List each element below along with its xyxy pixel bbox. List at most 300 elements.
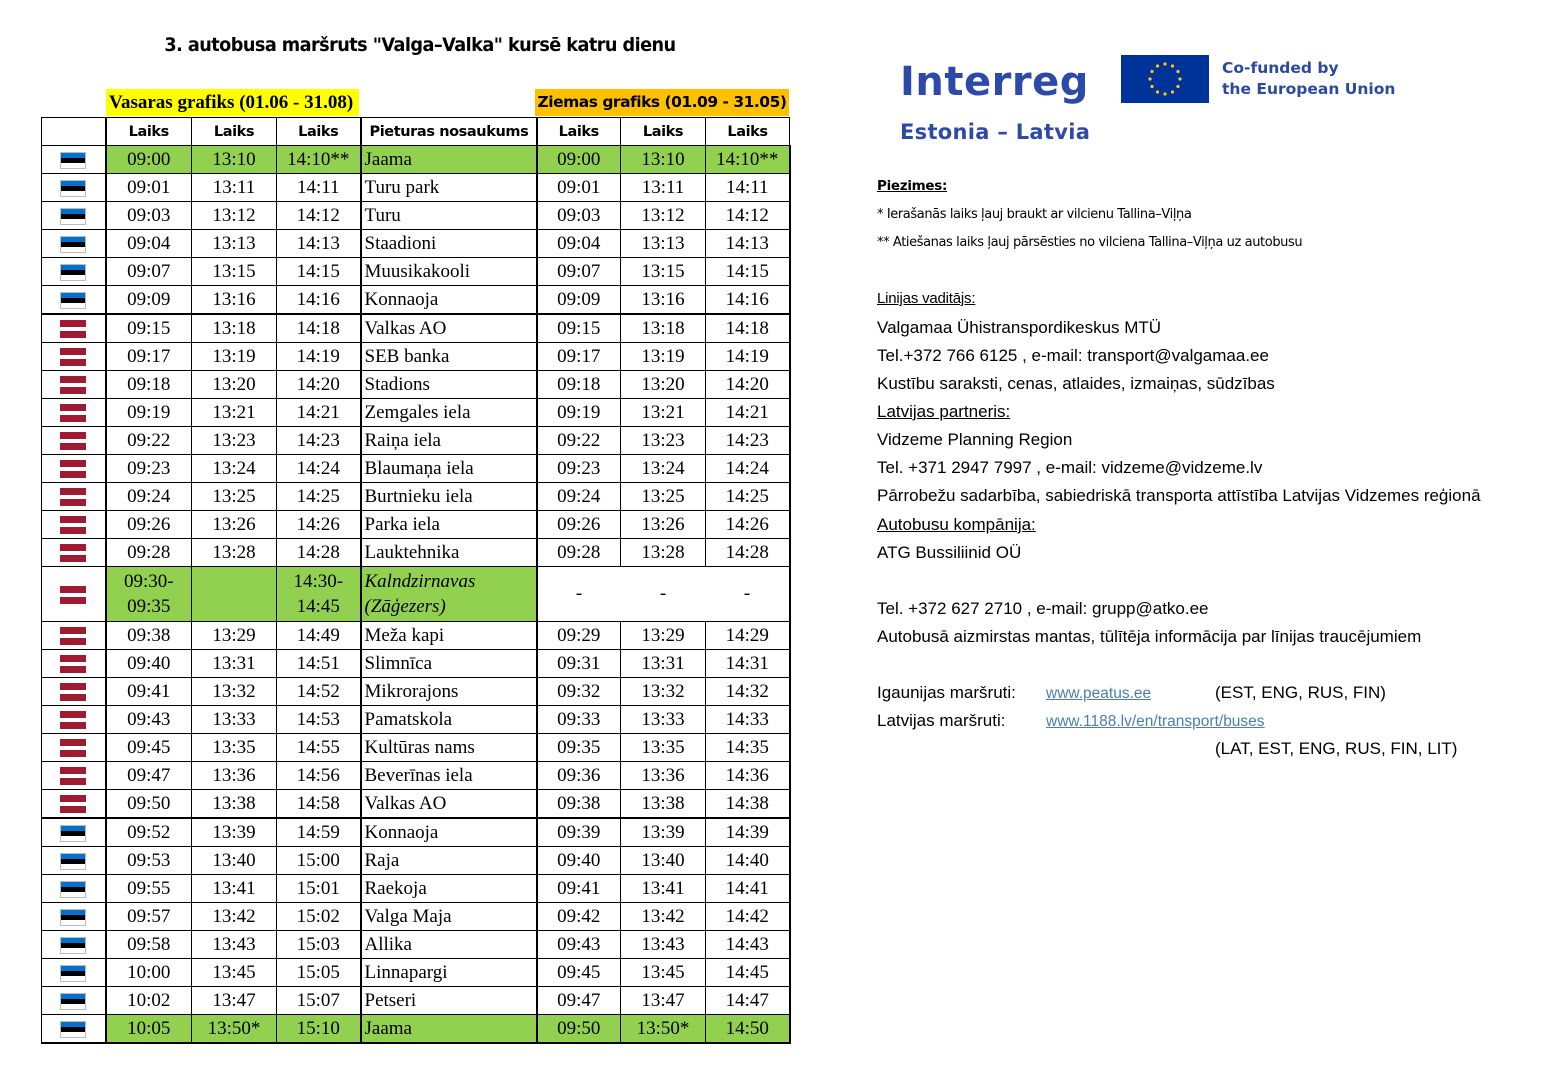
winter-time-cell: 09:45 [537, 959, 621, 987]
estonia-routes-label: Igaunijas maršruti: [877, 683, 1016, 702]
table-row [42, 903, 790, 931]
flag-cell [42, 678, 106, 706]
summer-time-cell: 09:24 [106, 483, 192, 511]
summer-time-cell: 13:12 [192, 202, 277, 230]
winter-time-cell: 14:10** [706, 146, 790, 174]
stop-name-cell: Zemgales iela [361, 399, 537, 427]
latvia-flag-icon [60, 655, 86, 673]
stop-name-cell: Turu [361, 202, 537, 230]
winter-time-cell: 13:31 [621, 650, 706, 678]
eu-flag-icon [1121, 55, 1209, 103]
winter-time-cell: 09:40 [537, 847, 621, 875]
winter-time-cell: 09:33 [537, 706, 621, 734]
winter-time-cell: 14:21 [706, 399, 790, 427]
interreg-logo: Interreg [900, 59, 1089, 105]
table-row [42, 399, 790, 427]
winter-time-cell: 09:18 [537, 371, 621, 399]
winter-time-cell: 13:32 [621, 678, 706, 706]
winter-time-cell: 09:28 [537, 539, 621, 567]
winter-time-cell: 13:42 [621, 903, 706, 931]
winter-time-cell: 14:11 [706, 174, 790, 202]
stop-name-cell: Raiņa iela [361, 427, 537, 455]
stop-name-cell: Mikrorajons [361, 678, 537, 706]
summer-time-cell: 13:36 [192, 762, 277, 790]
table-row [42, 790, 790, 819]
table-row [42, 931, 790, 959]
winter-time-cell: 09:22 [537, 427, 621, 455]
table-row [42, 314, 790, 343]
summer-time-cell: 09:47 [106, 762, 192, 790]
winter-time-cell: 13:26 [621, 511, 706, 539]
table-row [42, 959, 790, 987]
summer-time-cell: 14:16 [277, 286, 361, 315]
summer-time-cell: 14:56 [277, 762, 361, 790]
winter-time-cell: 14:16 [706, 286, 790, 315]
stop-name-cell: Raja [361, 847, 537, 875]
winter-time-cell: 14:35 [706, 734, 790, 762]
time-value: 09:35 [127, 596, 171, 617]
summer-time-cell: 13:50* [192, 1015, 277, 1044]
estonia-flag-icon [60, 152, 86, 169]
table-row [42, 202, 790, 230]
estonia-routes-languages: (EST, ENG, RUS, FIN) [1215, 683, 1386, 702]
stop-name-cell: Konnaoja [361, 286, 537, 315]
time-value: 09:30- [123, 571, 174, 592]
estonia-flag-icon [60, 909, 86, 926]
winter-time-cell: 09:07 [537, 258, 621, 286]
table-row [42, 847, 790, 875]
winter-time-cell: 13:19 [621, 343, 706, 371]
summer-time-cell: 14:26 [277, 511, 361, 539]
latvia-routes-link[interactable]: www.1188.lv/en/transport/buses [1046, 713, 1265, 730]
eu-star-icon [1178, 77, 1181, 80]
summer-time-cell: 14:28 [277, 539, 361, 567]
summer-time-cell: 09:45 [106, 734, 192, 762]
eu-star-icon [1171, 64, 1174, 67]
winter-time-cell: 13:11 [621, 174, 706, 202]
summer-time-cell: 13:33 [192, 706, 277, 734]
summer-schedule-label: Vasaras grafiks (01.06 - 31.08) [106, 89, 353, 116]
winter-time-cell: 13:28 [621, 539, 706, 567]
winter-time-cell: 14:33 [706, 706, 790, 734]
table-row [42, 567, 790, 622]
flag-cell [42, 230, 106, 258]
stop-name-cell: Kultūras nams [361, 734, 537, 762]
summer-time-cell: 13:47 [192, 987, 277, 1015]
stop-name-cell: Jaama [361, 1015, 537, 1044]
operator-topics: Kustību saraksti, cenas, atlaides, izmaiņas, sūdzības [877, 374, 1275, 393]
summer-time-cell: 14:12 [277, 202, 361, 230]
winter-time-cell: 13:23 [621, 427, 706, 455]
table-row [42, 483, 790, 511]
estonia-flag-icon [60, 853, 86, 870]
estonia-flag-icon [60, 825, 86, 842]
winter-time-cell: 14:31 [706, 650, 790, 678]
winter-time-cell: 14:15 [706, 258, 790, 286]
summer-time-cell [106, 567, 192, 622]
stop-name-cell: Burtnieku iela [361, 483, 537, 511]
winter-time-cell: 09:38 [537, 790, 621, 819]
summer-time-cell: 15:05 [277, 959, 361, 987]
summer-time-cell: 13:41 [192, 875, 277, 903]
latvia-flag-icon [60, 432, 86, 450]
estonia-flag-icon [60, 208, 86, 225]
summer-time-cell: 13:45 [192, 959, 277, 987]
estonia-flag-icon [60, 236, 86, 253]
winter-time-cell: 13:20 [621, 371, 706, 399]
winter-time-cell: 13:21 [621, 399, 706, 427]
winter-time-cell: 09:35 [537, 734, 621, 762]
stop-name-cell: Allika [361, 931, 537, 959]
winter-time-cell: 13:45 [621, 959, 706, 987]
estonia-flag-icon [60, 1021, 86, 1038]
partner-heading: Latvijas partneris: [877, 402, 1011, 421]
winter-time-cell: 14:28 [706, 539, 790, 567]
winter-time-cell: 13:29 [621, 622, 706, 650]
stop-name-cell: Petseri [361, 987, 537, 1015]
winter-time-cell: 13:39 [621, 818, 706, 847]
winter-time-cell: 14:32 [706, 678, 790, 706]
summer-time-cell: 14:51 [277, 650, 361, 678]
table-row [42, 706, 790, 734]
operator-contact: Tel.+372 766 6125 , e-mail: transport@valgamaa.ee [877, 346, 1269, 365]
eu-star-icon [1156, 64, 1159, 67]
winter-time-cell: 14:12 [706, 202, 790, 230]
flag-cell [42, 959, 106, 987]
table-row [42, 818, 790, 847]
stop-name-cell: Slimnīca [361, 650, 537, 678]
table-row [42, 987, 790, 1015]
company-heading: Autobusu kompānija: [877, 515, 1036, 534]
table-row [42, 174, 790, 202]
winter-time-cell: 09:19 [537, 399, 621, 427]
summer-time-cell: 15:02 [277, 903, 361, 931]
winter-time-cell: 14:50 [706, 1015, 790, 1044]
summer-time-cell: 13:28 [192, 539, 277, 567]
time-column-header: Laiks [537, 118, 621, 146]
partner-topics: Pārrobežu sadarbība, sabiedriskā transporta attīstība Latvijas Vidzemes reģionā [877, 486, 1481, 505]
summer-time-cell: 13:23 [192, 427, 277, 455]
winter-time-cell: 14:45 [706, 959, 790, 987]
flag-cell [42, 706, 106, 734]
table-header-row [42, 118, 790, 146]
summer-time-cell: 13:13 [192, 230, 277, 258]
winter-time-cell: 09:41 [537, 875, 621, 903]
summer-time-cell: 13:18 [192, 314, 277, 343]
stop-name-cell: Konnaoja [361, 818, 537, 847]
flag-cell [42, 931, 106, 959]
cofunded-label: Co-funded by the European Union [1222, 59, 1396, 98]
summer-time-cell: 09:26 [106, 511, 192, 539]
flag-cell [42, 903, 106, 931]
table-row [42, 734, 790, 762]
summer-time-cell: 09:43 [106, 706, 192, 734]
summer-time-cell: 13:24 [192, 455, 277, 483]
winter-time-cell: 09:24 [537, 483, 621, 511]
stop-name-cell: Valga Maja [361, 903, 537, 931]
flag-cell [42, 622, 106, 650]
winter-time-cell: 13:35 [621, 734, 706, 762]
winter-time-cell: 09:43 [537, 931, 621, 959]
flag-cell [42, 539, 106, 567]
summer-time-cell: 14:19 [277, 343, 361, 371]
winter-time-cell: 13:10 [621, 146, 706, 174]
summer-time-cell: 13:10 [192, 146, 277, 174]
table-row [42, 427, 790, 455]
winter-time-cell: 14:41 [706, 875, 790, 903]
summer-time-cell [192, 567, 277, 622]
table-row [42, 539, 790, 567]
summer-time-cell: 09:38 [106, 622, 192, 650]
estonia-flag-icon [60, 965, 86, 982]
summer-time-cell: 13:35 [192, 734, 277, 762]
eu-star-icon [1150, 85, 1153, 88]
flag-cell [42, 650, 106, 678]
winter-time-cell: 14:19 [706, 343, 790, 371]
time-column-header: Laiks [277, 118, 361, 146]
estonia-flag-icon [60, 993, 86, 1010]
estonia-flag-icon [60, 292, 86, 309]
table-row [42, 875, 790, 903]
table-row [42, 230, 790, 258]
winter-time-cell: 14:20 [706, 371, 790, 399]
summer-time-cell: 15:07 [277, 987, 361, 1015]
winter-time-cell: 14:29 [706, 622, 790, 650]
summer-time-cell: 13:20 [192, 371, 277, 399]
winter-time-cell: 14:18 [706, 314, 790, 343]
flag-cell [42, 818, 106, 847]
time-column-header: Laiks [706, 118, 790, 146]
summer-time-cell: 13:11 [192, 174, 277, 202]
summer-time-cell: 15:01 [277, 875, 361, 903]
table-row [42, 511, 790, 539]
summer-time-cell: 13:26 [192, 511, 277, 539]
winter-time-cell: 13:50* [621, 1015, 706, 1044]
summer-time-cell: 09:07 [106, 258, 192, 286]
summer-time-cell: 09:57 [106, 903, 192, 931]
table-row [42, 146, 790, 174]
summer-time-cell: 09:00 [106, 146, 192, 174]
operator-heading: Linijas vaditājs: [877, 290, 976, 307]
stop-name: Kalndzirnavas [364, 571, 476, 592]
summer-time-cell: 14:20 [277, 371, 361, 399]
winter-time-cell: 09:00 [537, 146, 621, 174]
winter-time-cell: 14:26 [706, 511, 790, 539]
summer-time-cell: 09:28 [106, 539, 192, 567]
winter-time-cell: 14:24 [706, 455, 790, 483]
estonia-routes-link[interactable]: www.peatus.ee [1046, 685, 1152, 702]
table-row [42, 371, 790, 399]
eu-star-icon [1176, 85, 1179, 88]
latvia-flag-icon [60, 795, 86, 813]
partner-name: Vidzeme Planning Region [877, 430, 1073, 449]
winter-time-cell: 09:15 [537, 314, 621, 343]
winter-time-cell: 09:39 [537, 818, 621, 847]
winter-time-cell: 09:31 [537, 650, 621, 678]
summer-time-cell: 09:17 [106, 343, 192, 371]
summer-time-cell: 13:38 [192, 790, 277, 819]
flag-cell [42, 483, 106, 511]
winter-time-cell: 09:09 [537, 286, 621, 315]
page-title: 3. autobusa maršruts "Valga–Valka" kursē katru dienu [164, 34, 676, 56]
summer-time-cell: 10:00 [106, 959, 192, 987]
summer-time-cell: 13:42 [192, 903, 277, 931]
winter-time-cell: 14:42 [706, 903, 790, 931]
flag-cell [42, 734, 106, 762]
stop-name-cell: Valkas AO [361, 314, 537, 343]
latvia-flag-icon [60, 586, 86, 604]
table-row [42, 650, 790, 678]
estonia-flag-icon [60, 881, 86, 898]
winter-time-cell: 14:36 [706, 762, 790, 790]
flag-cell [42, 314, 106, 343]
summer-time-cell: 09:22 [106, 427, 192, 455]
latvia-flag-icon [60, 767, 86, 785]
winter-time-cell: 13:13 [621, 230, 706, 258]
flag-cell [42, 146, 106, 174]
winter-time-cell: 09:01 [537, 174, 621, 202]
winter-time-cell: 09:23 [537, 455, 621, 483]
summer-time-cell: 09:41 [106, 678, 192, 706]
winter-time-cell: 13:33 [621, 706, 706, 734]
summer-time-cell: 14:10** [277, 146, 361, 174]
winter-time-cell: 14:43 [706, 931, 790, 959]
eu-star-icon [1150, 70, 1153, 73]
summer-time-cell: 09:04 [106, 230, 192, 258]
winter-time-cell: 13:16 [621, 286, 706, 315]
winter-time-cell: 09:50 [537, 1015, 621, 1044]
flag-cell [42, 343, 106, 371]
flag-cell [42, 371, 106, 399]
summer-time-cell: 13:25 [192, 483, 277, 511]
winter-time-cell: 13:24 [621, 455, 706, 483]
stop-name-cell: Turu park [361, 174, 537, 202]
winter-time-cell: 14:13 [706, 230, 790, 258]
summer-time-cell: 14:13 [277, 230, 361, 258]
latvia-flag-icon [60, 683, 86, 701]
estonia-flag-icon [60, 264, 86, 281]
summer-time-cell: 09:40 [106, 650, 192, 678]
winter-time-cell: 13:18 [621, 314, 706, 343]
winter-time-cell: 14:39 [706, 818, 790, 847]
stop-name-cell: SEB banka [361, 343, 537, 371]
winter-time-cell: 13:12 [621, 202, 706, 230]
summer-time-cell: 09:58 [106, 931, 192, 959]
stop-name-cell: Muusikakooli [361, 258, 537, 286]
summer-time-cell: 14:11 [277, 174, 361, 202]
stop-name-cell [361, 567, 537, 622]
winter-time-cell: 09:32 [537, 678, 621, 706]
summer-time-cell: 14:15 [277, 258, 361, 286]
summer-time-cell: 09:15 [106, 314, 192, 343]
flag-cell [42, 399, 106, 427]
flag-cell [42, 258, 106, 286]
table-row [42, 762, 790, 790]
winter-time-cell: 13:47 [621, 987, 706, 1015]
summer-time-cell: 13:31 [192, 650, 277, 678]
winter-time-cell: 09:47 [537, 987, 621, 1015]
latvia-flag-icon [60, 739, 86, 757]
company-topics: Autobusā aizmirstas mantas, tūlītēja informācija par līnijas traucējumiem [877, 627, 1422, 646]
winter-time-cell: 13:25 [621, 483, 706, 511]
stop-name-cell: Linnapargi [361, 959, 537, 987]
eu-star-icon [1171, 90, 1174, 93]
stop-name-cell: Raekoja [361, 875, 537, 903]
latvia-flag-icon [60, 627, 86, 645]
eu-star-icon [1156, 90, 1159, 93]
stop-name-cell: Valkas AO [361, 790, 537, 819]
flag-cell [42, 790, 106, 819]
winter-time-cell: 09:03 [537, 202, 621, 230]
summer-time-cell: 14:18 [277, 314, 361, 343]
latvia-flag-icon [60, 516, 86, 534]
summer-time-cell: 15:00 [277, 847, 361, 875]
summer-time-cell: 13:15 [192, 258, 277, 286]
winter-schedule-label: Ziemas grafiks (01.09 - 31.05) [535, 89, 789, 116]
summer-time-cell: 09:50 [106, 790, 192, 819]
latvia-flag-icon [60, 711, 86, 729]
summer-time-cell: 09:03 [106, 202, 192, 230]
stop-name-cell: Beverīnas iela [361, 762, 537, 790]
flag-column-header [42, 118, 106, 146]
table-row [42, 286, 790, 315]
flag-cell [42, 567, 106, 622]
flag-cell [42, 202, 106, 230]
summer-time-cell: 09:23 [106, 455, 192, 483]
flag-cell [42, 455, 106, 483]
table-row [42, 1015, 790, 1044]
summer-time-cell: 14:59 [277, 818, 361, 847]
summer-time-cell: 10:02 [106, 987, 192, 1015]
table-row [42, 678, 790, 706]
latvia-flag-icon [60, 460, 86, 478]
summer-time-cell: 09:52 [106, 818, 192, 847]
latvia-flag-icon [60, 348, 86, 366]
latvia-flag-icon [60, 544, 86, 562]
winter-time-cell: 09:26 [537, 511, 621, 539]
flag-cell [42, 1015, 106, 1044]
winter-time-cell: 09:04 [537, 230, 621, 258]
stop-name-header: Pieturas nosaukums [361, 118, 537, 146]
program-name: Estonia – Latvia [900, 120, 1091, 144]
company-contact: Tel. +372 627 2710 , e-mail: grupp@atko.ee [877, 599, 1209, 618]
winter-time-cell: 13:36 [621, 762, 706, 790]
eu-star-icon [1176, 70, 1179, 73]
summer-time-cell [277, 567, 361, 622]
summer-time-cell: 13:39 [192, 818, 277, 847]
time-value: 14:45 [296, 596, 340, 617]
summer-time-cell: 09:18 [106, 371, 192, 399]
winter-time-cell: 09:42 [537, 903, 621, 931]
time-value: 14:30- [293, 571, 344, 592]
stop-name-cell: Lauktehnika [361, 539, 537, 567]
stop-name-cell: Blaumaņa iela [361, 455, 537, 483]
winter-time-cell: 14:25 [706, 483, 790, 511]
table-row [42, 343, 790, 371]
timetable [41, 117, 791, 1044]
estonia-flag-icon [60, 180, 86, 197]
table-row [42, 258, 790, 286]
latvia-routes-label: Latvijas maršruti: [877, 711, 1006, 730]
latvia-flag-icon [60, 376, 86, 394]
stop-name-cell: Parka iela [361, 511, 537, 539]
winter-time-cell: 14:23 [706, 427, 790, 455]
summer-time-cell: 13:32 [192, 678, 277, 706]
summer-time-cell: 13:16 [192, 286, 277, 315]
stop-name-cell: Meža kapi [361, 622, 537, 650]
eu-star-icon [1163, 62, 1166, 65]
flag-cell [42, 987, 106, 1015]
